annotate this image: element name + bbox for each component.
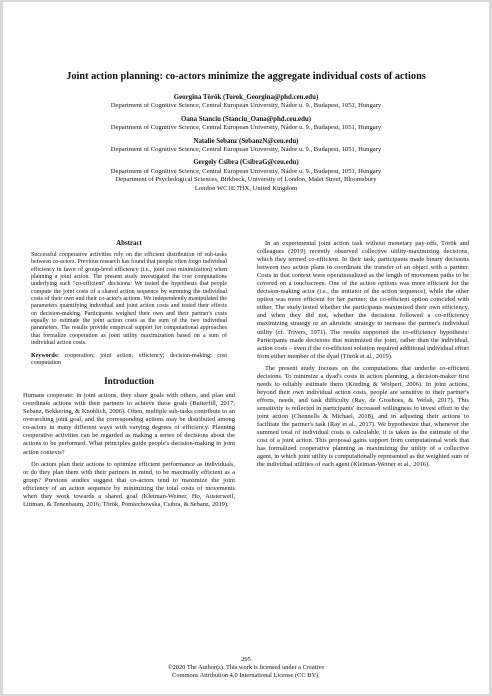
body-paragraph: Humans cooperate: in joint actions, they share goals with others, and plan and coordinate actions with their partners to achieve these goals (Butterfill, 2017; Sebanz, Bekkering, & Knoblich, 2006). Often, multiple sub-tasks contribute to an overarching joint goal, and the corresponding actions may be distributed among co-actors in many different ways with varying degrees of efficiency. Planning cooperative activities can be regarded as making a series of decisions about the actions to be performed. What principles guide people's decision-making in joint action contexts? — [23, 392, 235, 456]
abstract-text: Successful cooperative activities rely on the efficient distribution of sub-tasks between co-actors. Previous research has found that people often forgo individual efficiency in favor of group-level efficiency (i.e., joint cost minimization) when planning a joint action. The present study investigated the cost computations underlying such "co-efficient" decisions: We tested the hypothesis that people compute the joint costs of a shared action sequence by summing the individual costs of their own and their co-actor's actions. We independently manipulated the parameters quantifying individual and joint action costs and tested their effects on decision-making. Participants weighed their own and their partner's costs equally to estimate the joint action costs as the sum of the two individual parameters. The results provide empirical support for computational approaches that formalize cooperation as joint utility maximization based on a sum of individual action costs. — [31, 252, 227, 347]
author-entry — [23, 159, 469, 193]
author-entry — [23, 94, 469, 111]
body-paragraph: The present study focuses on the computations that underlie co-efficient decisions. To minimize a dyad's costs in action planning, a decision-maker first needs to reliably estimate them (Körding & Wolpert, 2006). In joint actions, beyond their own individual action costs, people are sensitive to their partner's efforts, needs, and task difficulty (Ray, de Groshoes, & Welsh, 2017). This sensitivity is reflected in participants' increased willingness to invest effort in the joint action (Chennells & Michael, 2018), and in adjusting their actions to facilitate the partner's task (Ray et al., 2017). We hypothesize that, whenever the summed total of individual costs is calculable, it is taken as the estimate of the cost of a joint action. This proposal gains support from computational work that has formalized cooperative planning as maximizing the utility of a collective agent, in which joint utility is computationally represented as the weighted sum of the individual utilities of each agent (Kleiman-Weiner et al., 2016). — [257, 364, 469, 469]
right-column — [257, 240, 469, 473]
paper-page — [3, 2, 489, 694]
author-name: Natalie Sebanz (SebanzN@ceu.edu) — [193, 137, 299, 145]
abstract-heading: Abstract — [116, 240, 142, 247]
author-affiliation: Department of Cognitive Science, Central European University, Nádor u. 9., Budapest, 1051, Hungary — [110, 102, 382, 110]
keywords — [23, 353, 235, 368]
left-column — [23, 240, 235, 513]
keywords-text: cooperation; joint action; efficiency; decision-making; cost computation — [31, 352, 227, 366]
license-line: ©2020 The Author(s). This work is licensed under a Creative — [167, 663, 325, 671]
paper-title: Joint action planning: co-actors minimize the aggregate individual costs of actions — [66, 71, 426, 82]
author-affiliation: Department of Cognitive Science, Central European University, Nádor u. 9., Budapest, 1051, Hungary — [110, 124, 382, 132]
author-name: Georgina Török (Torok_Georgina@phd.ceu.edu) — [173, 94, 319, 101]
license-line: Commons Attribution 4.0 International License (CC BY). — [172, 671, 320, 679]
author-name: Gergely Csibra (CsibraG@ceu.edu) — [193, 159, 299, 167]
page-number: 295 — [241, 656, 251, 663]
keywords-label: Keywords: — [31, 352, 59, 359]
author-name: Oana Stanciu (Stanciu_Oana@phd.ceu.edu) — [180, 115, 312, 123]
author-affiliation: Department of Cognitive Science, Central European University, Nádor u. 9., Budapest, 1051, Hungary Department of Psychological Sciences, Birkbeck, University of London, Malet Street, Bloomsbury London WC1E 7HX, United Kingdom — [110, 167, 382, 192]
author-entry — [23, 116, 469, 133]
author-block — [23, 94, 469, 198]
body-paragraph: Do actors plan their actions to optimize efficient performance as individuals, or do they plan them with their partners in mind, to be maximally efficient as a group? Previous studies suggest that co-actors tend to maximize the joint efficiency of an action sequence by minimizing the total costs of movements when they work towards a shared goal (Kleiman-Weiner, Ho, Austerweil, Littman, & Tenenbaum, 2016; Török, Pomiechowska, Csibra, & Sebanz, 2019). — [23, 460, 235, 508]
page-footer — [23, 656, 469, 679]
author-affiliation: Department of Cognitive Science, Central European University, Nádor u. 9., Budapest, 1051, Hungary — [110, 146, 382, 154]
author-entry — [23, 138, 469, 155]
introduction-heading: Introduction — [104, 376, 154, 387]
body-paragraph: In an experimental joint action task without monetary pay-offs, Török and colleagues (2019) recently observed collective utility-maximizing decisions, which they termed co-efficient. In their task, participants made binary decisions between two action plans to coordinate the transfer of an object with a partner. Costs in that context were operationalized as the length of movement paths to be covered on a touchscreen. One of the action options was more efficient for the decision-making actor (i.e., the initiator of the action sequence), while the other option was more efficient for her partner; the co-efficient option coincided with either. The study tested whether the participants maximized their own efficiency, and when they did not, whether the decisions followed a co-efficiency maximizing strategy or an altruistic strategy to increase the partner's individual utility (cf. Trivers, 1971). The results supported the co-efficiency hypothesis: Participants made decisions that minimized the joint, rather than the individual, action costs – even if the co-efficient solution required additional individual effort from either member of the dyad (Török et al., 2019). — [257, 240, 469, 360]
